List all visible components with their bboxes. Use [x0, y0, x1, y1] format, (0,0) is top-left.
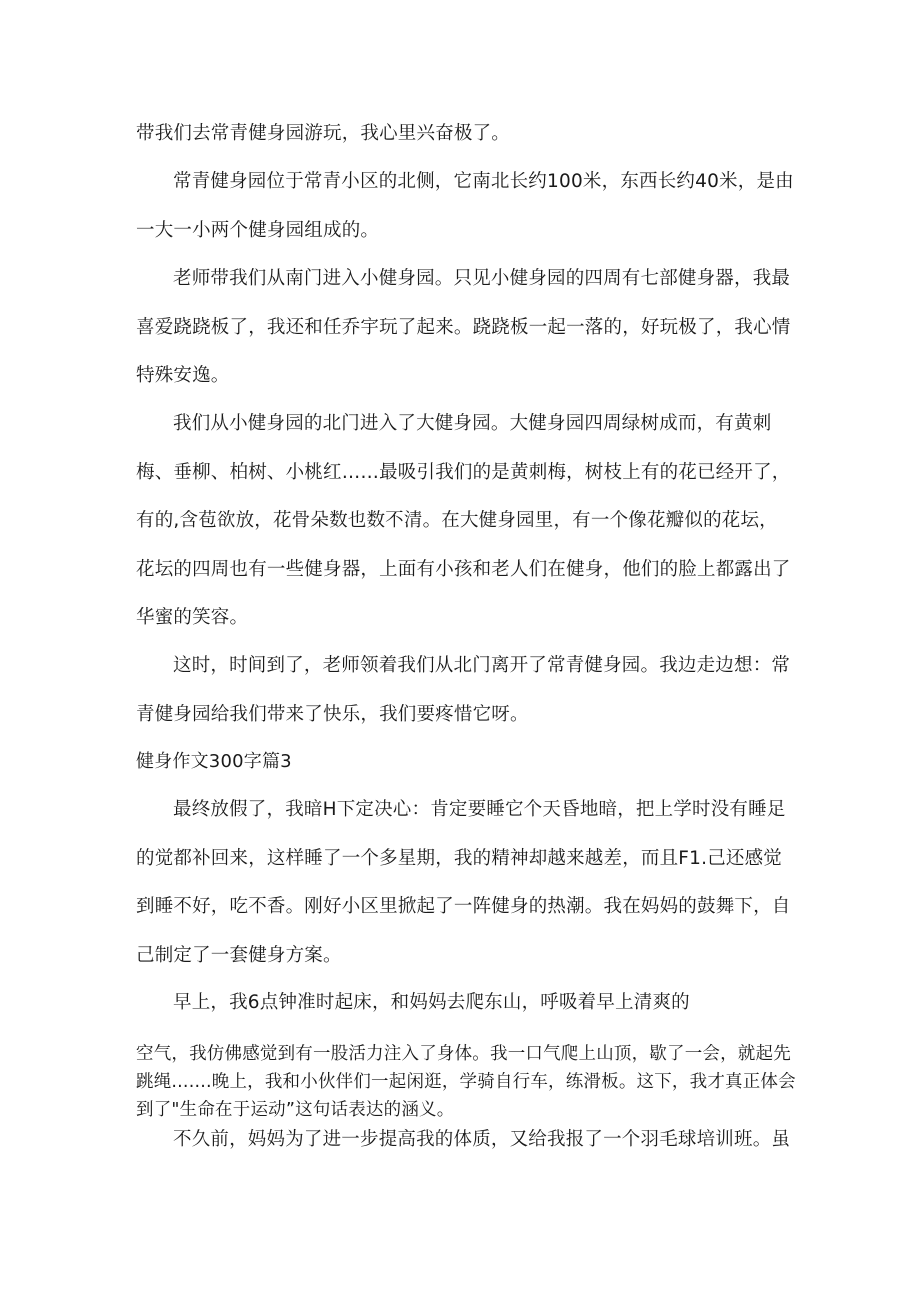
paragraph-1: 带我们去常青健身园游玩，我心里兴奋极了。 — [136, 123, 511, 144]
paragraph-8: 空气，我仿佛感觉到有一股活力注入了身体。我一口气爬上山顶，歇了一会，就起先跳绳.......晚上，我和小伙伴们一起闲逛，学骑自行车，练滑板。这下，我才真正体会到了"生命在于运动”这句话表达的涵义。 — [136, 1044, 796, 1120]
paragraph-3: 老师带我们从南门进入小健身园。只见小健身园的四周有七部健身器，我最喜爱跷跷板了，我还和任乔宇玩了起来。跷跷板一起一落的，好玩极了，我心情特殊安逸。 — [136, 268, 791, 386]
paragraph-2: 常青健身园位于常青小区的北侧，它南北长约100米，东西长约40米，是由一大一小两个健身园组成的。 — [136, 171, 794, 241]
paragraph-7: 早上，我6点钟准时起床，和妈妈去爬东山，呼吸着早上清爽的 — [173, 992, 690, 1013]
section-heading: 健身作文300字篇3 — [136, 751, 292, 772]
paragraph-9: 不久前，妈妈为了进一步提高我的体质，又给我报了一个羽毛球培训班。虽 — [173, 1129, 791, 1150]
paragraph-5: 这时，时间到了，老师领着我们从北门离开了常青健身园。我边走边想：常青健身园给我们带来了快乐，我们要疼惜它呀。 — [136, 655, 791, 725]
paragraph-6: 最终放假了，我暗H下定决心：肯定要睡它个天昏地暗，把上学时没有睡足的觉都补回来，这样睡了一个多星期，我的精神却越来越差，而且F1.己还感觉到睡不好，吃不香。刚好小区里掀起了一阵健身的热潮。我在妈妈的鼓舞下，自己制定了一套健身方案。 — [136, 799, 791, 966]
paragraph-4: 我们从小健身园的北门进入了大健身园。大健身园四周绿树成而，有黄刺梅、垂柳、柏树、小桃红……最吸引我们的是黄刺梅，树枝上有的花已经开了，有的,含苞欲放，花骨朵数也数不清。在大健身园里，有一个像花瓣似的花坛，花坛的四周也有一些健身器，上面有小孩和老人们在健身，他们的脸上都露出了华蜜的笑容。 — [136, 413, 791, 628]
